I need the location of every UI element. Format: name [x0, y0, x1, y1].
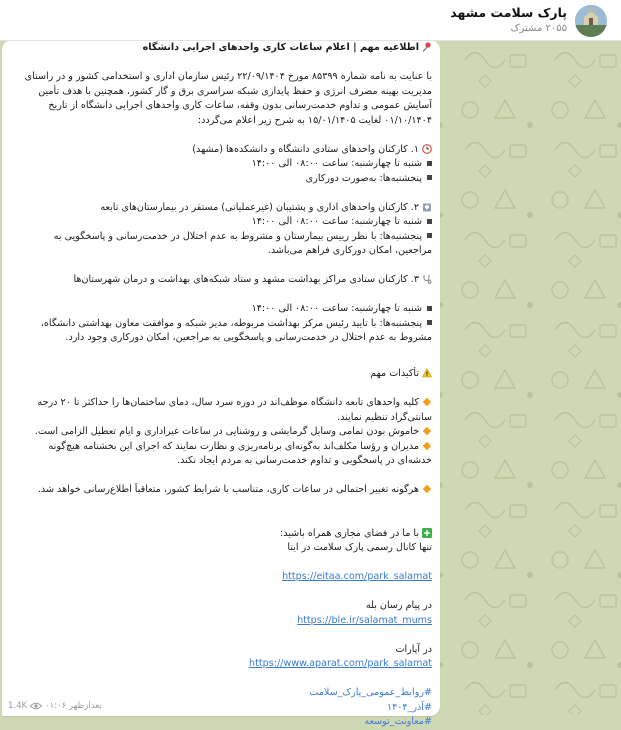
aparat-label: در آپارات [395, 643, 432, 655]
eitaa-link-row [10, 570, 432, 585]
list-item: شنبه تا چهارشنبه: ساعت ۰۸:۰۰ الی ۱۴:۰۰ [10, 157, 432, 172]
channel-title[interactable]: پارک سلامت مشهد [450, 5, 567, 20]
hashtag-row [10, 686, 432, 701]
hospital-icon [422, 202, 432, 212]
message-bubble[interactable] [2, 40, 440, 727]
note-continuation: سانتی‌گراد تنظیم نمایند. [337, 411, 432, 423]
pushpin-icon [422, 42, 432, 52]
bullet-square-icon [427, 320, 432, 325]
aparat-link-row [10, 657, 432, 672]
list-item: پنجشنبه‌ها: به‌صورت دورکاری [10, 172, 432, 187]
clock-icon [422, 144, 432, 154]
post-content [10, 41, 432, 730]
hashtag[interactable]: #آذر_۱۴۰۴ [386, 701, 432, 713]
message-meta [8, 701, 102, 711]
section3-title: ۳. کارکنان ستادی مراکز بهداشت مشهد و ستاد شبکه‌های بهداشت و درمان شهرستان‌ها [10, 273, 432, 288]
aparat-link[interactable]: https://www.aparat.com/park_salamat [249, 658, 432, 669]
eitaa-link[interactable]: https://eitaa.com/park_salamat [282, 571, 432, 582]
list-item: پنجشنبه‌ها: با تایید رئیس مرکز بهداشت مربوطه، مدیر شبکه و موافقت معاون بهداشتی دانشگاه، [10, 317, 432, 332]
intro-line: ۰۱/۱۰/۱۴۰۴ لغایت ۱۵/۰۱/۱۴۰۵ به شرح زیر اعلام می‌گردد: [197, 114, 432, 126]
list-item: پنجشنبه‌ها: با نظر رییس بیمارستان و مشروط به عدم اختلال در خدمت‌رسانی و پاسخگویی به [10, 230, 432, 245]
channel-avatar[interactable] [575, 5, 607, 37]
orange-diamond-icon [423, 427, 431, 435]
view-count: 1.4K [8, 701, 28, 711]
note-item: هرگونه تغییر احتمالی در ساعات کاری، متناسب با شرایط کشور، متعاقباً اطلاع‌رسانی خواهد شد. [10, 483, 432, 498]
orange-diamond-icon [423, 398, 431, 406]
message-time: ۰۱:۰۶ بعدازظهر [45, 701, 102, 711]
list-item-continuation: مشروط به عدم اختلال در خدمت‌رسانی و پاسخگویی به مراجعین، امکان دورکاری وجود دارد. [65, 332, 432, 343]
list-item-continuation: مراجعین، امکان دورکاری فراهم می‌باشد. [267, 245, 432, 256]
bullet-square-icon [427, 219, 432, 224]
follow-intro: با ما در فضای مجازی همراه باشید: [10, 527, 432, 542]
warning-icon [422, 368, 432, 378]
intro-line: آسایش عمومی و تداوم خدمت‌رسانی بدون وقفه، ساعات کاری واحدهای اجرایی دانشگاه از تاریخ [48, 100, 432, 111]
intro-line: مدیریت بهینه مصرف انرژی و حفظ پایداری شبکه سراسری برق و گاز کشور، همچنین با هدف تأمین [38, 85, 432, 97]
section2-title: ۲. کارکنان واحدهای اداری و پشتیبان (غیرعملیاتی) مستقر در بیمارستان‌های تابعه [10, 201, 432, 216]
bale-link[interactable]: https://ble.ir/salamat_mums [297, 614, 432, 626]
note-item: کلیه واحدهای تابعه دانشگاه موظف‌اند در دوره سرد سال، دمای ساختمان‌ها را حداکثر تا ۲۰ درجه [10, 396, 432, 411]
bale-label: در پیام رسان بله [365, 600, 432, 611]
post-headline: اطلاعیه مهم | اعلام ساعات کاری واحدهای اجرایی دانشگاه [10, 41, 432, 56]
plus-icon [422, 528, 432, 538]
bullet-square-icon [427, 233, 432, 238]
bale-link-row [10, 614, 432, 629]
hashtag-row [10, 715, 432, 730]
bullet-square-icon [427, 161, 432, 166]
intro-line: با عنایت به نامه شماره ۸۵۳۹۹ مورخ ۲۲/۰۹/۱۴۰۴ رئیس سازمان اداری و استخدامی کشور و در راستای [24, 71, 432, 82]
eye-icon [30, 702, 42, 710]
hashtag[interactable]: #روابط_عمومی_پارک_سلامت [309, 687, 432, 698]
orange-diamond-icon [423, 485, 431, 493]
list-item: شنبه تا چهارشنبه: ساعت ۰۸:۰۰ الی ۱۴:۰۰ [10, 302, 432, 317]
hashtag[interactable]: #معاونت_توسعه [364, 716, 432, 727]
subscriber-count: ۲۰۵۵ مشترک [510, 23, 567, 34]
note-continuation: خدشه‌ای در پاسخگویی و تداوم خدمت‌رسانی به مردم ایجاد نکند. [177, 455, 432, 466]
bullet-square-icon [427, 175, 432, 180]
orange-diamond-icon [423, 441, 431, 449]
channel-header[interactable] [0, 0, 621, 41]
note-item: مدیران و رؤسا مکلف‌اند به‌گونه‌ای برنامه‌ریزی و نظارت نمایند که اجرای این بخشنامه هیچ‌گونه [10, 440, 432, 455]
stethoscope-icon [422, 274, 432, 284]
bullet-square-icon [427, 306, 432, 311]
note-item: خاموش بودن تمامی وسایل گرمایشی و روشنایی در ساعات غیراداری و ایام تعطیل الزامی است. [10, 425, 432, 440]
eitaa-label: تنها کانال رسمی پارک سلامت در ایتا [287, 542, 432, 553]
list-item: شنبه تا چهارشنبه: ساعت ۰۸:۰۰ الی ۱۴:۰۰ [10, 215, 432, 230]
notes-title: تأکیدات مهم [10, 367, 432, 382]
section1-title: ۱. کارکنان واحدهای ستادی دانشگاه و دانشکده‌ها (مشهد) [10, 143, 432, 158]
